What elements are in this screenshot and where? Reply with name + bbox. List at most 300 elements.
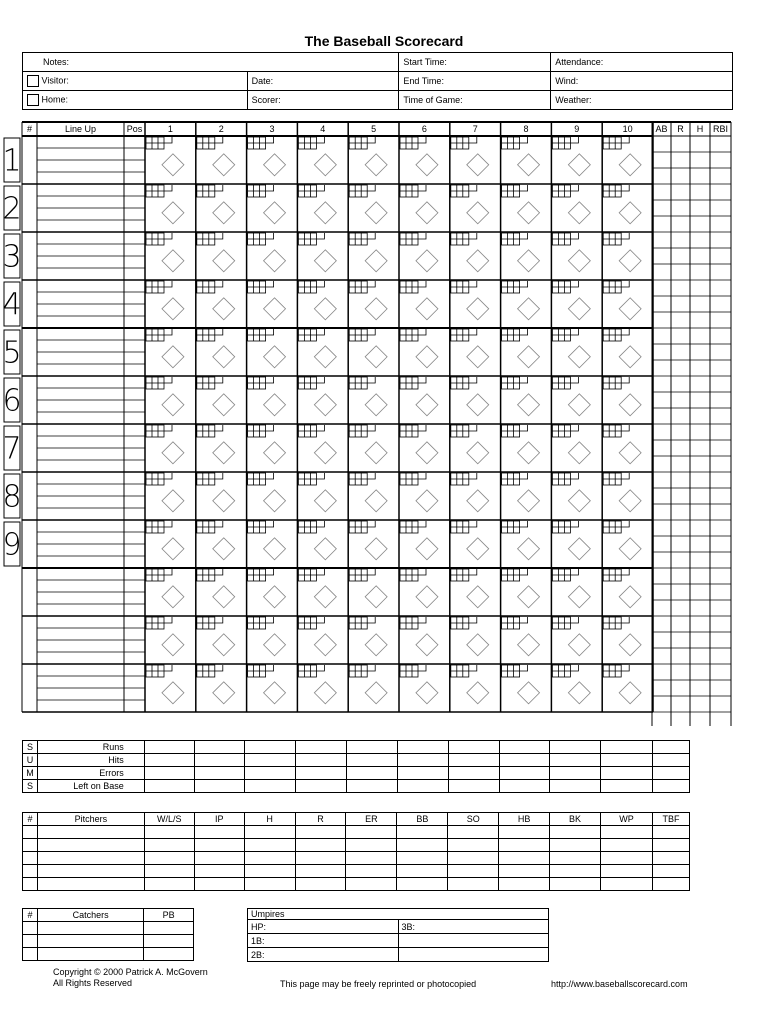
base-diamond[interactable] (518, 586, 540, 608)
out-box[interactable] (164, 377, 172, 383)
catcher-cell[interactable] (23, 922, 38, 935)
visitor-field[interactable] (23, 72, 248, 91)
base-diamond[interactable] (264, 394, 286, 416)
pitcher-cell[interactable] (652, 865, 689, 878)
base-diamond[interactable] (162, 250, 184, 272)
pitcher-cell[interactable] (499, 878, 550, 891)
base-diamond[interactable] (467, 298, 489, 320)
pitcher-cell[interactable] (448, 826, 499, 839)
base-diamond[interactable] (314, 298, 336, 320)
base-diamond[interactable] (314, 442, 336, 464)
base-diamond[interactable] (568, 250, 590, 272)
pitcher-cell[interactable] (244, 852, 295, 865)
base-diamond[interactable] (162, 682, 184, 704)
out-box[interactable] (520, 425, 528, 431)
base-diamond[interactable] (619, 634, 641, 656)
out-box[interactable] (520, 233, 528, 239)
catcher-cell[interactable] (144, 922, 194, 935)
umpire-3b-field[interactable] (398, 920, 549, 934)
sums-cell[interactable] (499, 780, 550, 793)
out-box[interactable] (316, 617, 324, 623)
sums-cell[interactable] (194, 767, 245, 780)
out-box[interactable] (520, 377, 528, 383)
base-diamond[interactable] (467, 586, 489, 608)
base-diamond[interactable] (213, 298, 235, 320)
sums-cell[interactable] (144, 741, 194, 754)
base-diamond[interactable] (467, 682, 489, 704)
catcher-cell[interactable] (37, 935, 143, 948)
base-diamond[interactable] (518, 202, 540, 224)
base-diamond[interactable] (619, 298, 641, 320)
out-box[interactable] (266, 569, 274, 575)
base-diamond[interactable] (467, 634, 489, 656)
base-diamond[interactable] (416, 634, 438, 656)
out-box[interactable] (164, 233, 172, 239)
base-diamond[interactable] (568, 154, 590, 176)
base-diamond[interactable] (619, 250, 641, 272)
base-diamond[interactable] (162, 442, 184, 464)
out-box[interactable] (418, 137, 426, 143)
base-diamond[interactable] (568, 346, 590, 368)
base-diamond[interactable] (518, 346, 540, 368)
home-checkbox[interactable] (27, 94, 39, 106)
sums-cell[interactable] (550, 754, 601, 767)
out-box[interactable] (570, 185, 578, 191)
base-diamond[interactable] (264, 442, 286, 464)
out-box[interactable] (469, 617, 477, 623)
base-diamond[interactable] (568, 682, 590, 704)
out-box[interactable] (520, 281, 528, 287)
base-diamond[interactable] (416, 298, 438, 320)
sums-cell[interactable] (347, 754, 398, 767)
pitcher-cell[interactable] (295, 878, 346, 891)
out-box[interactable] (418, 521, 426, 527)
base-diamond[interactable] (365, 154, 387, 176)
out-box[interactable] (418, 233, 426, 239)
pitcher-cell[interactable] (244, 878, 295, 891)
weather-field[interactable] (551, 91, 733, 110)
base-diamond[interactable] (213, 346, 235, 368)
pitcher-cell[interactable] (346, 839, 397, 852)
pitcher-cell[interactable] (601, 878, 653, 891)
base-diamond[interactable] (467, 202, 489, 224)
base-diamond[interactable] (518, 682, 540, 704)
base-diamond[interactable] (568, 202, 590, 224)
out-box[interactable] (418, 329, 426, 335)
sums-cell[interactable] (653, 741, 690, 754)
attendance-field[interactable] (551, 53, 733, 72)
wind-field[interactable] (551, 72, 733, 91)
umpire-2b-field[interactable] (248, 948, 399, 962)
sums-cell[interactable] (194, 780, 245, 793)
pitcher-cell[interactable] (499, 852, 550, 865)
out-box[interactable] (520, 473, 528, 479)
out-box[interactable] (367, 473, 375, 479)
out-box[interactable] (316, 185, 324, 191)
sums-cell[interactable] (194, 741, 245, 754)
pitcher-cell[interactable] (37, 826, 144, 839)
out-box[interactable] (367, 425, 375, 431)
umpire-2b-extra[interactable] (398, 948, 549, 962)
out-box[interactable] (367, 281, 375, 287)
pitcher-cell[interactable] (144, 826, 194, 839)
base-diamond[interactable] (314, 250, 336, 272)
sums-cell[interactable] (448, 767, 499, 780)
catcher-cell[interactable] (23, 935, 38, 948)
base-diamond[interactable] (162, 346, 184, 368)
base-diamond[interactable] (416, 442, 438, 464)
out-box[interactable] (621, 569, 629, 575)
base-diamond[interactable] (264, 250, 286, 272)
out-box[interactable] (621, 329, 629, 335)
sums-cell[interactable] (397, 780, 448, 793)
pitcher-cell[interactable] (550, 878, 601, 891)
pitcher-cell[interactable] (550, 826, 601, 839)
out-box[interactable] (570, 473, 578, 479)
out-box[interactable] (621, 521, 629, 527)
base-diamond[interactable] (467, 490, 489, 512)
out-box[interactable] (266, 377, 274, 383)
base-diamond[interactable] (416, 586, 438, 608)
out-box[interactable] (215, 617, 223, 623)
out-box[interactable] (469, 665, 477, 671)
out-box[interactable] (367, 521, 375, 527)
sums-cell[interactable] (296, 780, 347, 793)
base-diamond[interactable] (619, 202, 641, 224)
pitcher-cell[interactable] (550, 865, 601, 878)
pitcher-cell[interactable] (652, 839, 689, 852)
base-diamond[interactable] (568, 298, 590, 320)
out-box[interactable] (367, 617, 375, 623)
out-box[interactable] (621, 233, 629, 239)
out-box[interactable] (469, 473, 477, 479)
base-diamond[interactable] (162, 298, 184, 320)
base-diamond[interactable] (619, 490, 641, 512)
visitor-checkbox[interactable] (27, 75, 39, 87)
out-box[interactable] (469, 185, 477, 191)
base-diamond[interactable] (213, 490, 235, 512)
sums-cell[interactable] (245, 780, 296, 793)
base-diamond[interactable] (365, 490, 387, 512)
pitcher-cell[interactable] (397, 878, 448, 891)
out-box[interactable] (215, 233, 223, 239)
catcher-cell[interactable] (37, 948, 143, 961)
out-box[interactable] (266, 137, 274, 143)
base-diamond[interactable] (213, 442, 235, 464)
base-diamond[interactable] (314, 586, 336, 608)
pitcher-cell[interactable] (499, 826, 550, 839)
base-diamond[interactable] (416, 250, 438, 272)
sums-cell[interactable] (144, 767, 194, 780)
base-diamond[interactable] (365, 682, 387, 704)
scorer-field[interactable] (247, 91, 399, 110)
pitcher-cell[interactable] (23, 878, 38, 891)
out-box[interactable] (316, 665, 324, 671)
pitcher-cell[interactable] (23, 865, 38, 878)
pitcher-cell[interactable] (601, 826, 653, 839)
base-diamond[interactable] (568, 586, 590, 608)
out-box[interactable] (520, 617, 528, 623)
base-diamond[interactable] (162, 538, 184, 560)
sums-cell[interactable] (601, 754, 653, 767)
pitcher-cell[interactable] (346, 865, 397, 878)
base-diamond[interactable] (264, 298, 286, 320)
out-box[interactable] (570, 569, 578, 575)
out-box[interactable] (316, 281, 324, 287)
base-diamond[interactable] (416, 154, 438, 176)
out-box[interactable] (621, 185, 629, 191)
out-box[interactable] (367, 377, 375, 383)
out-box[interactable] (570, 425, 578, 431)
pitcher-cell[interactable] (295, 865, 346, 878)
base-diamond[interactable] (314, 538, 336, 560)
out-box[interactable] (621, 617, 629, 623)
sums-cell[interactable] (601, 741, 653, 754)
catcher-cell[interactable] (144, 935, 194, 948)
base-diamond[interactable] (365, 394, 387, 416)
base-diamond[interactable] (314, 634, 336, 656)
pitcher-cell[interactable] (23, 826, 38, 839)
pitcher-cell[interactable] (144, 865, 194, 878)
out-box[interactable] (520, 329, 528, 335)
base-diamond[interactable] (264, 634, 286, 656)
out-box[interactable] (266, 185, 274, 191)
base-diamond[interactable] (213, 154, 235, 176)
out-box[interactable] (164, 329, 172, 335)
sums-cell[interactable] (144, 780, 194, 793)
out-box[interactable] (367, 569, 375, 575)
base-diamond[interactable] (568, 634, 590, 656)
out-box[interactable] (418, 281, 426, 287)
out-box[interactable] (215, 569, 223, 575)
base-diamond[interactable] (365, 250, 387, 272)
pitcher-cell[interactable] (37, 878, 144, 891)
out-box[interactable] (418, 665, 426, 671)
pitcher-cell[interactable] (448, 852, 499, 865)
catcher-cell[interactable] (23, 948, 38, 961)
base-diamond[interactable] (467, 394, 489, 416)
sums-cell[interactable] (550, 741, 601, 754)
pitcher-cell[interactable] (652, 878, 689, 891)
base-diamond[interactable] (213, 538, 235, 560)
out-box[interactable] (164, 185, 172, 191)
start-time-field[interactable] (399, 53, 551, 72)
base-diamond[interactable] (162, 634, 184, 656)
out-box[interactable] (367, 665, 375, 671)
base-diamond[interactable] (162, 490, 184, 512)
home-field[interactable] (23, 91, 248, 110)
out-box[interactable] (570, 521, 578, 527)
base-diamond[interactable] (467, 538, 489, 560)
notes-field[interactable] (23, 53, 399, 72)
base-diamond[interactable] (365, 538, 387, 560)
base-diamond[interactable] (365, 634, 387, 656)
out-box[interactable] (621, 425, 629, 431)
sums-cell[interactable] (347, 767, 398, 780)
base-diamond[interactable] (467, 346, 489, 368)
base-diamond[interactable] (619, 154, 641, 176)
pitcher-cell[interactable] (144, 878, 194, 891)
pitcher-cell[interactable] (23, 852, 38, 865)
base-diamond[interactable] (518, 298, 540, 320)
sums-cell[interactable] (550, 780, 601, 793)
pitcher-cell[interactable] (144, 839, 194, 852)
pitcher-cell[interactable] (194, 878, 244, 891)
lineup-grid[interactable] (0, 118, 768, 730)
pitcher-cell[interactable] (244, 865, 295, 878)
out-box[interactable] (164, 137, 172, 143)
base-diamond[interactable] (264, 346, 286, 368)
out-box[interactable] (215, 329, 223, 335)
out-box[interactable] (266, 329, 274, 335)
base-diamond[interactable] (264, 202, 286, 224)
base-diamond[interactable] (264, 490, 286, 512)
out-box[interactable] (316, 521, 324, 527)
out-box[interactable] (621, 281, 629, 287)
out-box[interactable] (570, 617, 578, 623)
sums-cell[interactable] (550, 767, 601, 780)
out-box[interactable] (367, 185, 375, 191)
out-box[interactable] (469, 521, 477, 527)
out-box[interactable] (215, 137, 223, 143)
umpire-1b-extra[interactable] (398, 934, 549, 948)
out-box[interactable] (520, 665, 528, 671)
out-box[interactable] (164, 569, 172, 575)
pitcher-cell[interactable] (37, 865, 144, 878)
out-box[interactable] (316, 569, 324, 575)
out-box[interactable] (316, 329, 324, 335)
out-box[interactable] (469, 329, 477, 335)
base-diamond[interactable] (467, 442, 489, 464)
base-diamond[interactable] (568, 538, 590, 560)
base-diamond[interactable] (365, 202, 387, 224)
base-diamond[interactable] (518, 394, 540, 416)
out-box[interactable] (316, 473, 324, 479)
pitcher-cell[interactable] (295, 839, 346, 852)
out-box[interactable] (164, 665, 172, 671)
out-box[interactable] (215, 521, 223, 527)
base-diamond[interactable] (518, 490, 540, 512)
base-diamond[interactable] (213, 634, 235, 656)
base-diamond[interactable] (619, 442, 641, 464)
pitcher-cell[interactable] (244, 839, 295, 852)
out-box[interactable] (266, 233, 274, 239)
out-box[interactable] (520, 569, 528, 575)
base-diamond[interactable] (416, 490, 438, 512)
out-box[interactable] (215, 425, 223, 431)
time-of-game-field[interactable] (399, 91, 551, 110)
pitcher-cell[interactable] (397, 826, 448, 839)
out-box[interactable] (215, 665, 223, 671)
base-diamond[interactable] (162, 586, 184, 608)
base-diamond[interactable] (314, 202, 336, 224)
sums-cell[interactable] (397, 754, 448, 767)
out-box[interactable] (367, 233, 375, 239)
pitcher-cell[interactable] (346, 852, 397, 865)
pitcher-cell[interactable] (194, 826, 244, 839)
sums-cell[interactable] (499, 767, 550, 780)
out-box[interactable] (215, 281, 223, 287)
base-diamond[interactable] (314, 154, 336, 176)
out-box[interactable] (621, 377, 629, 383)
out-box[interactable] (570, 329, 578, 335)
base-diamond[interactable] (314, 346, 336, 368)
out-box[interactable] (418, 473, 426, 479)
sums-cell[interactable] (347, 741, 398, 754)
base-diamond[interactable] (162, 202, 184, 224)
pitcher-cell[interactable] (550, 852, 601, 865)
base-diamond[interactable] (314, 682, 336, 704)
out-box[interactable] (316, 425, 324, 431)
base-diamond[interactable] (416, 538, 438, 560)
out-box[interactable] (266, 617, 274, 623)
base-diamond[interactable] (568, 442, 590, 464)
pitcher-cell[interactable] (652, 852, 689, 865)
base-diamond[interactable] (213, 682, 235, 704)
base-diamond[interactable] (213, 202, 235, 224)
out-box[interactable] (570, 665, 578, 671)
base-diamond[interactable] (467, 250, 489, 272)
out-box[interactable] (621, 665, 629, 671)
out-box[interactable] (570, 137, 578, 143)
catcher-cell[interactable] (144, 948, 194, 961)
date-field[interactable] (247, 72, 399, 91)
sums-cell[interactable] (347, 780, 398, 793)
sums-cell[interactable] (245, 754, 296, 767)
out-box[interactable] (418, 185, 426, 191)
out-box[interactable] (164, 473, 172, 479)
sums-cell[interactable] (653, 754, 690, 767)
base-diamond[interactable] (416, 394, 438, 416)
base-diamond[interactable] (518, 250, 540, 272)
out-box[interactable] (164, 281, 172, 287)
out-box[interactable] (266, 281, 274, 287)
base-diamond[interactable] (162, 154, 184, 176)
out-box[interactable] (520, 137, 528, 143)
out-box[interactable] (266, 425, 274, 431)
out-box[interactable] (266, 473, 274, 479)
pitcher-cell[interactable] (499, 839, 550, 852)
pitcher-cell[interactable] (601, 865, 653, 878)
out-box[interactable] (418, 617, 426, 623)
out-box[interactable] (367, 137, 375, 143)
pitcher-cell[interactable] (144, 852, 194, 865)
out-box[interactable] (418, 425, 426, 431)
base-diamond[interactable] (365, 298, 387, 320)
base-diamond[interactable] (264, 154, 286, 176)
pitcher-cell[interactable] (37, 852, 144, 865)
pitcher-cell[interactable] (295, 852, 346, 865)
out-box[interactable] (570, 281, 578, 287)
out-box[interactable] (418, 569, 426, 575)
out-box[interactable] (164, 425, 172, 431)
pitcher-cell[interactable] (397, 852, 448, 865)
sums-cell[interactable] (397, 741, 448, 754)
pitcher-cell[interactable] (194, 865, 244, 878)
base-diamond[interactable] (568, 394, 590, 416)
out-box[interactable] (164, 617, 172, 623)
pitcher-cell[interactable] (23, 839, 38, 852)
out-box[interactable] (316, 137, 324, 143)
out-box[interactable] (469, 137, 477, 143)
pitcher-cell[interactable] (346, 826, 397, 839)
out-box[interactable] (316, 377, 324, 383)
catcher-cell[interactable] (37, 922, 143, 935)
base-diamond[interactable] (264, 586, 286, 608)
base-diamond[interactable] (365, 346, 387, 368)
sums-cell[interactable] (296, 754, 347, 767)
out-box[interactable] (469, 425, 477, 431)
